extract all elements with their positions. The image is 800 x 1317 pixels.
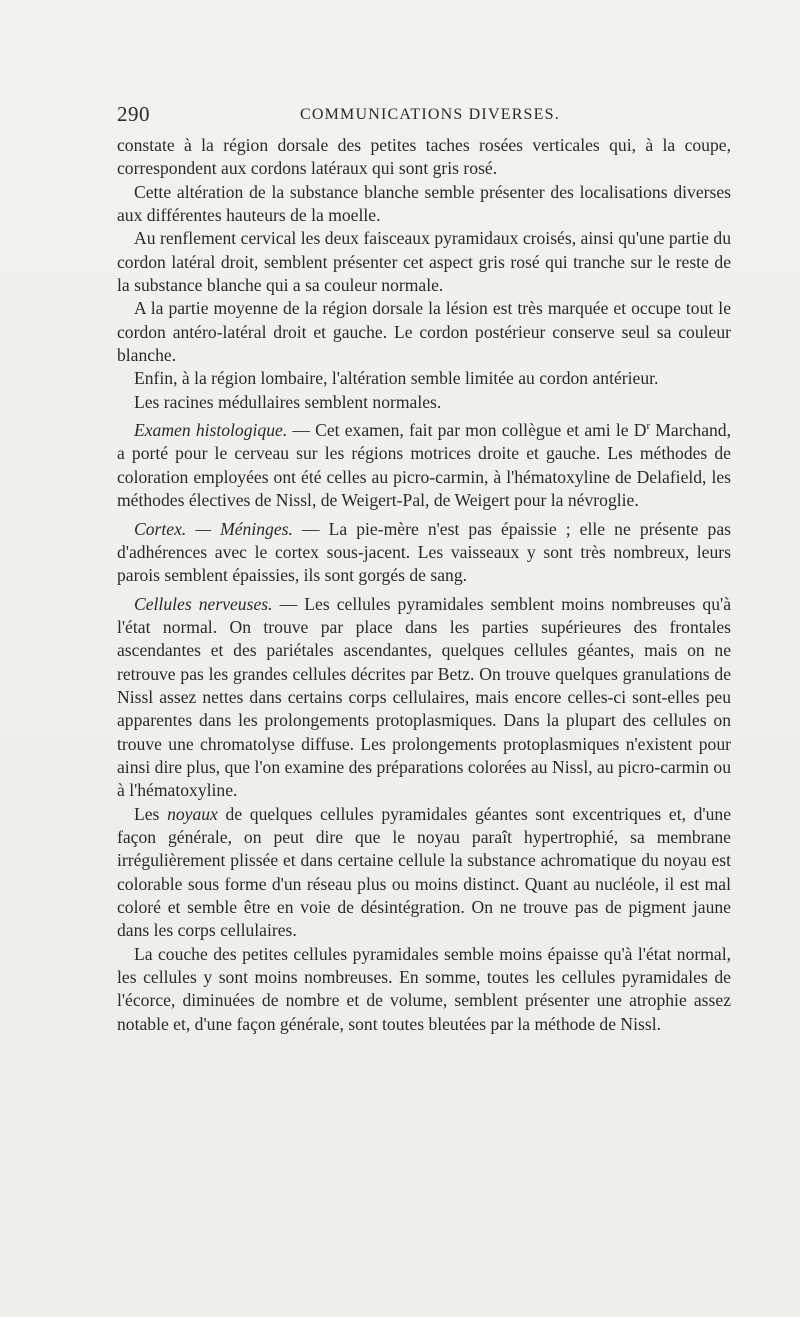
paragraph-10-text-a: Les xyxy=(134,803,168,824)
paragraph-8 xyxy=(117,518,731,588)
paragraph-9 xyxy=(117,593,731,803)
paragraph-3: Au renflement cervical les deux faisceaux pyramidaux croisés, ainsi qu'une partie du cordon latéral droit, semblent présenter cet aspect gris rosé qui tranche sur le reste de la substance blanche qui a sa couleur normale. xyxy=(117,228,731,296)
section-heading-histology: Examen histologique. xyxy=(134,420,288,441)
paragraph-4: A la partie moyenne de la région dorsale la lésion est très marquée et occupe tout le cordon antéro-latéral droit et gauche. Le cordon postérieur conserve seul sa couleur blanche. xyxy=(117,298,731,366)
running-title: COMMUNICATIONS DIVERSES. xyxy=(300,106,560,123)
section-term-nuclei: noyaux xyxy=(167,803,218,824)
paragraph-6: Les racines médullaires semblent normales. xyxy=(134,391,442,412)
page-number: 290 xyxy=(117,102,150,126)
paragraph-11: La couche des petites cellules pyramidales semble moins épaisse qu'à l'état normal, les cellules y sont moins nombreuses. En somme, toutes les cellules pyramidales de l'écorce, diminuées de nombre et de volume, semblent présenter une atrophie assez notable et, d'une façon générale, sont toutes bleutées par la méthode de Nissl. xyxy=(117,943,731,1034)
paragraph-8-text: — La pie-mère n'est pas épaissie ; elle ne présente pas d'adhérences avec le cortex sous-jacent. Les vaisseaux y sont très nombreux, leurs parois semblent épaissies, ils sont gorgés de sang. xyxy=(117,518,731,586)
paragraph-2: Cette altération de la substance blanche semble présenter des localisations diverses aux différentes hauteurs de la moelle. xyxy=(117,181,731,226)
section-heading-cortex: Cortex. — Méninges. xyxy=(134,518,293,539)
paragraph-7 xyxy=(117,419,731,512)
paragraph-9-text: — Les cellules pyramidales semblent moins nombreuses qu'à l'état normal. On trouve par place dans les parties supérieures des frontales ascendantes et des pariétales ascendantes, quelques cellules géantes, mais on ne retrouve pas les grandes cellules décrites par Betz. On trouve quelques granulations de Nissl assez nettes dans certains corps cellulaires, mais encore celles-ci sont-elles peu apparentes dans les prolongements protoplasmiques. Dans la plupart des cellules on trouve une chromatolyse diffuse. Les prolongements protoplasmiques n'existent pour ainsi dire plus, que l'on examine des préparations colorées au Nissl, au picro-carmin ou à l'hématoxyline. xyxy=(117,593,731,801)
paragraph-10 xyxy=(117,803,731,943)
paragraph-1: constate à la région dorsale des petites taches rosées verticales qui, à la coupe, correspondent aux cordons latéraux qui sont gris rosé. xyxy=(117,135,731,179)
section-heading-cells: Cellules nerveuses. xyxy=(134,593,273,614)
body-text xyxy=(117,134,731,1036)
paragraph-7-text-a: — Cet examen, fait par mon collègue et ami le D xyxy=(287,420,647,441)
page-header xyxy=(117,100,737,128)
paragraph-10-text-b: de quelques cellules pyramidales géantes sont excentriques et, d'une façon générale, on peut dire que le noyau paraît hypertrophié, sa membrane irrégulièrement plissée et dans certaine cellule la substance achromatique du noyau est colorable sous forme d'un réseau plus ou moins distinct. Quant au nucléole, il est mal coloré et semble être en voie de désintégration. On ne trouve pas de pigment jaune dans les corps cellulaires. xyxy=(117,803,732,941)
paragraph-5: Enfin, à la région lombaire, l'altération semble limitée au cordon antérieur. xyxy=(134,368,659,389)
paragraph-7-text-b: Marchand, a porté pour le cerveau sur les régions motrices droite et gauche. Les méthodes de coloration employées ont été celles au picro-carmin, à l'hématoxyline de Delafield, les méthodes électives de Nissl, de Weigert-Pal, de Weigert pour la névroglie. xyxy=(117,420,731,511)
paragraph-7-superscript: r xyxy=(646,420,651,433)
